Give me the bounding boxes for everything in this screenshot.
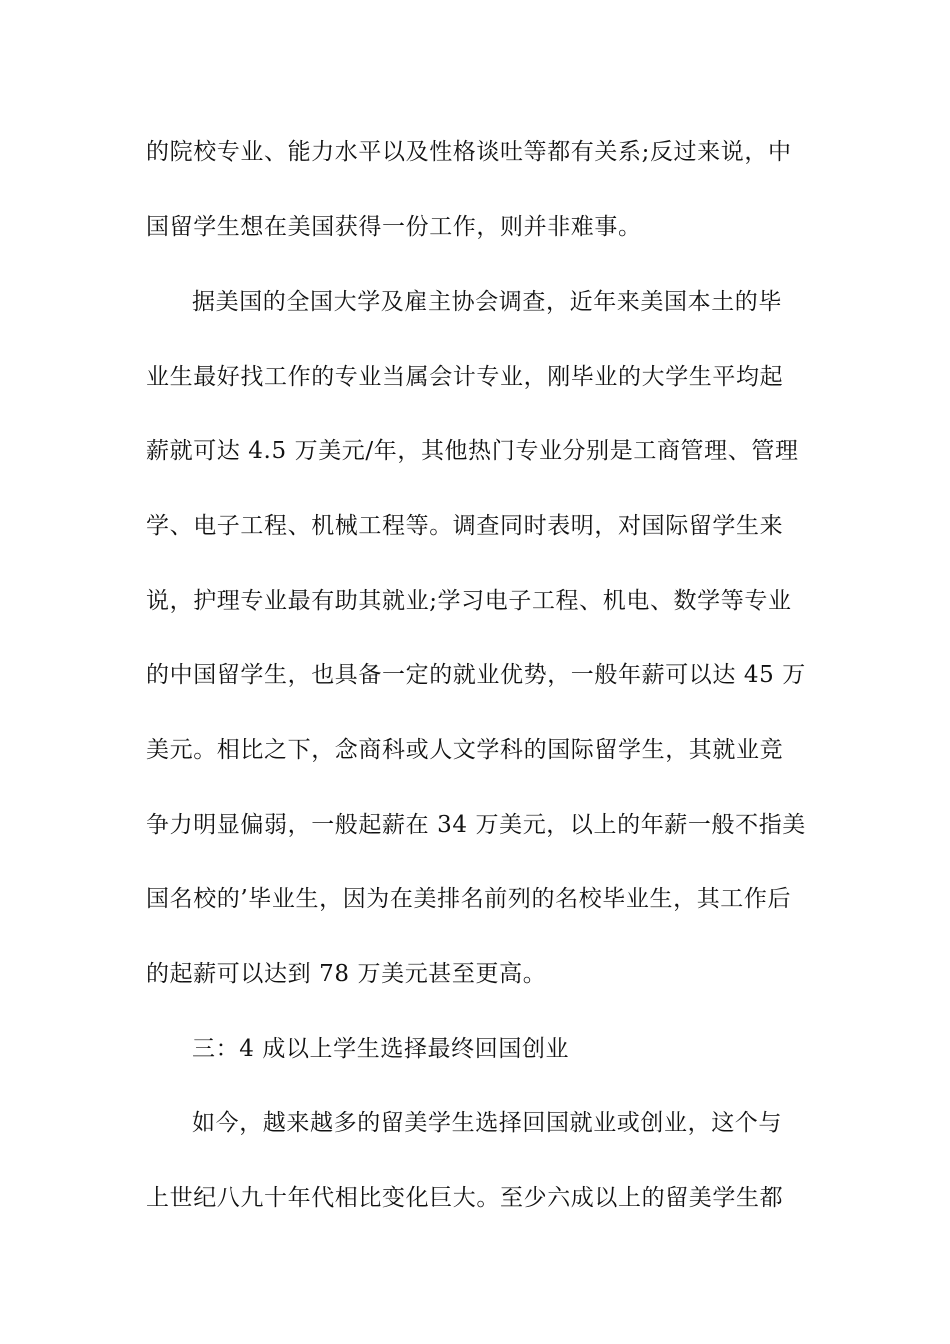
paragraph-line: 美元。相比之下，念商科或人文学科的国际留学生，其就业竞: [146, 737, 784, 763]
paragraph-line: 的中国留学生，也具备一定的就业优势，一般年薪可以达 45 万: [146, 662, 806, 688]
paragraph-line: 争力明显偏弱，一般起薪在 34 万美元，以上的年薪一般不指美: [146, 812, 806, 838]
paragraph-line: 国名校的’毕业生，因为在美排名前列的名校毕业生，其工作后: [146, 886, 792, 912]
paragraph-line: 如今，越来越多的留美学生选择回国就业或创业，这个与: [192, 1110, 782, 1136]
paragraph-line: 薪就可达 4.5 万美元/年，其他热门专业分别是工商管理、管理: [146, 438, 799, 464]
paragraph-line: 说，护理专业最有助其就业;学习电子工程、机电、数学等专业: [146, 588, 792, 614]
section-heading: 三：4 成以上学生选择最终回国创业: [192, 1036, 570, 1062]
paragraph-line: 国留学生想在美国获得一份工作，则并非难事。: [146, 214, 642, 240]
paragraph-line: 业生最好找工作的专业当属会计专业，刚毕业的大学生平均起: [146, 364, 784, 390]
paragraph-line: 上世纪八九十年代相比变化巨大。至少六成以上的留美学生都: [146, 1185, 784, 1211]
paragraph-line: 学、电子工程、机械工程等。调查同时表明，对国际留学生来: [146, 513, 784, 539]
paragraph-line: 的起薪可以达到 78 万美元甚至更高。: [146, 961, 547, 987]
paragraph-line: 据美国的全国大学及雇主协会调查，近年来美国本土的毕: [192, 289, 782, 315]
paragraph-line: 的院校专业、能力水平以及性格谈吐等都有关系;反过来说，中: [146, 139, 792, 165]
